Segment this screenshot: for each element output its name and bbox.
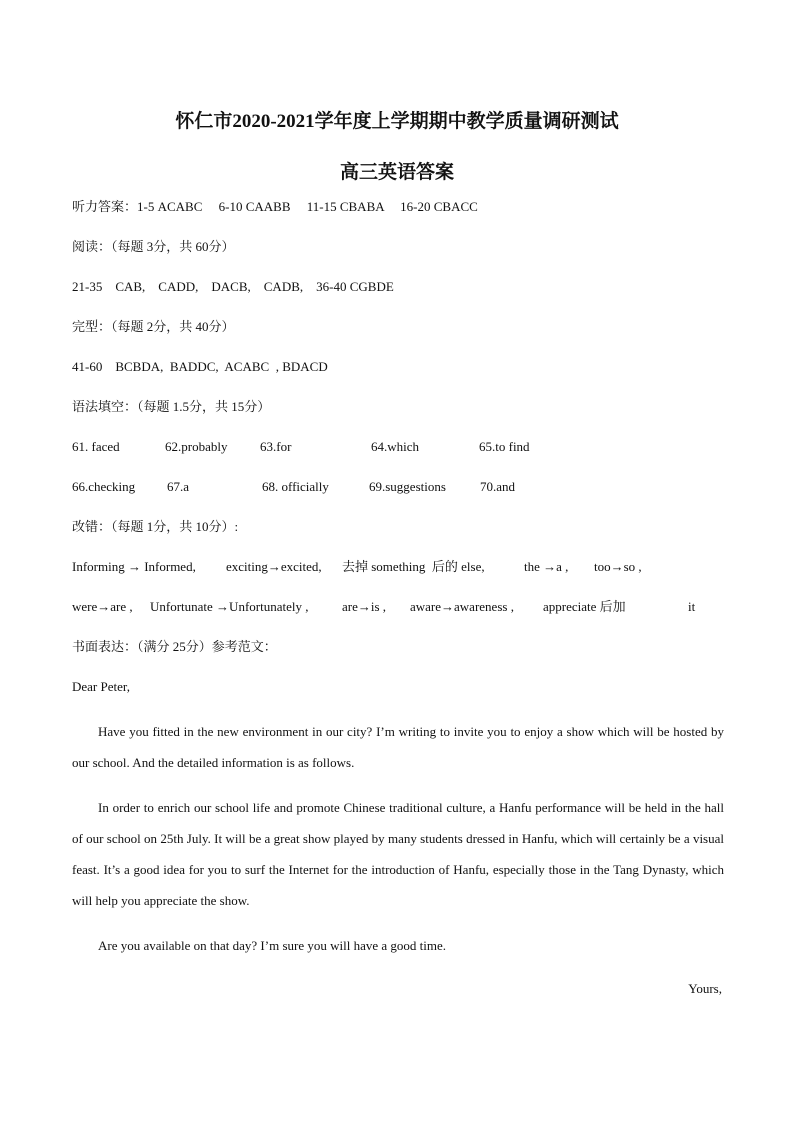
correction-item: it xyxy=(688,599,696,614)
grammar-answer: 61. faced xyxy=(72,439,120,454)
correction-heading: 改错：（每题 1分，共 10分）: xyxy=(72,519,239,534)
correction-item: the →a , xyxy=(524,559,569,574)
grammar-answer: 62.probably xyxy=(165,439,228,454)
grammar-answer: 64.which xyxy=(371,439,420,454)
correction-item: Informing → Informed, xyxy=(72,559,196,574)
cloze-heading: 完型：（每题 2分，共 40分） xyxy=(72,319,235,334)
grammar-answer: 68. officially xyxy=(262,479,329,494)
letter-salutation: Dear Peter, xyxy=(72,679,130,694)
writing-heading: 书面表达：（满分 25分）参考范文： xyxy=(72,639,277,654)
correction-item: 去掉 something 后的 else, xyxy=(342,559,485,574)
grammar-answer: 69.suggestions xyxy=(369,479,446,494)
grammar-answer: 67.a xyxy=(167,479,190,494)
cloze-answers: 41-60 BCBDA, BADDC, ACABC , BDACD xyxy=(72,359,328,374)
listening-answers: 听力答案：1-5 ACABC 6-10 CAABB 11-15 CBABA 16-20 CBACC xyxy=(72,199,478,214)
grammar-answer: 63.for xyxy=(260,439,292,454)
correction-item: too→so , xyxy=(594,559,642,574)
correction-item: appreciate 后加 xyxy=(543,599,626,614)
letter-paragraph: In order to enrich our school life and promote Chinese traditional culture, a Hanfu performance will be held in the hall of our school on 25th July. It will be a great show played by many students dressed in Hanfu, which will certainly be a visual feast. It’s a good idea for you to surf the Internet for the introduction of Hanfu, especially those in the Tang Dynasty, which will help you appreciate the show. xyxy=(72,800,724,908)
grammar-heading: 语法填空：（每题 1.5分，共 15分） xyxy=(72,399,271,414)
correction-item: exciting→excited, xyxy=(226,559,322,574)
correction-item: were→are , xyxy=(72,599,133,614)
grammar-answer: 66.checking xyxy=(72,479,136,494)
correction-item: aware→awareness , xyxy=(410,599,514,614)
document-subtitle: 高三英语答案 xyxy=(339,162,454,183)
document-title: 怀仁市2020-2021学年度上学期期中教学质量调研测试 xyxy=(175,111,619,132)
grammar-answer: 65.to find xyxy=(479,439,530,454)
letter-paragraph: Are you available on that day? I’m sure you will have a good time. xyxy=(98,938,447,953)
reading-answers: 21-35 CAB, CADD, DACB, CADB, 36-40 CGBDE xyxy=(72,279,394,294)
letter-paragraph: Have you fitted in the new environment in our city? I’m writing to invite you to enjoy a show which will be hosted by our school. And the detailed information is as follows. xyxy=(72,724,724,770)
correction-item: are→is , xyxy=(342,599,387,614)
grammar-answer: 70.and xyxy=(480,479,516,494)
letter-closing: Yours, xyxy=(688,981,722,996)
reading-heading: 阅读：（每题 3分，共 60分） xyxy=(72,239,235,254)
correction-item: Unfortunate →Unfortunately , xyxy=(150,599,309,614)
